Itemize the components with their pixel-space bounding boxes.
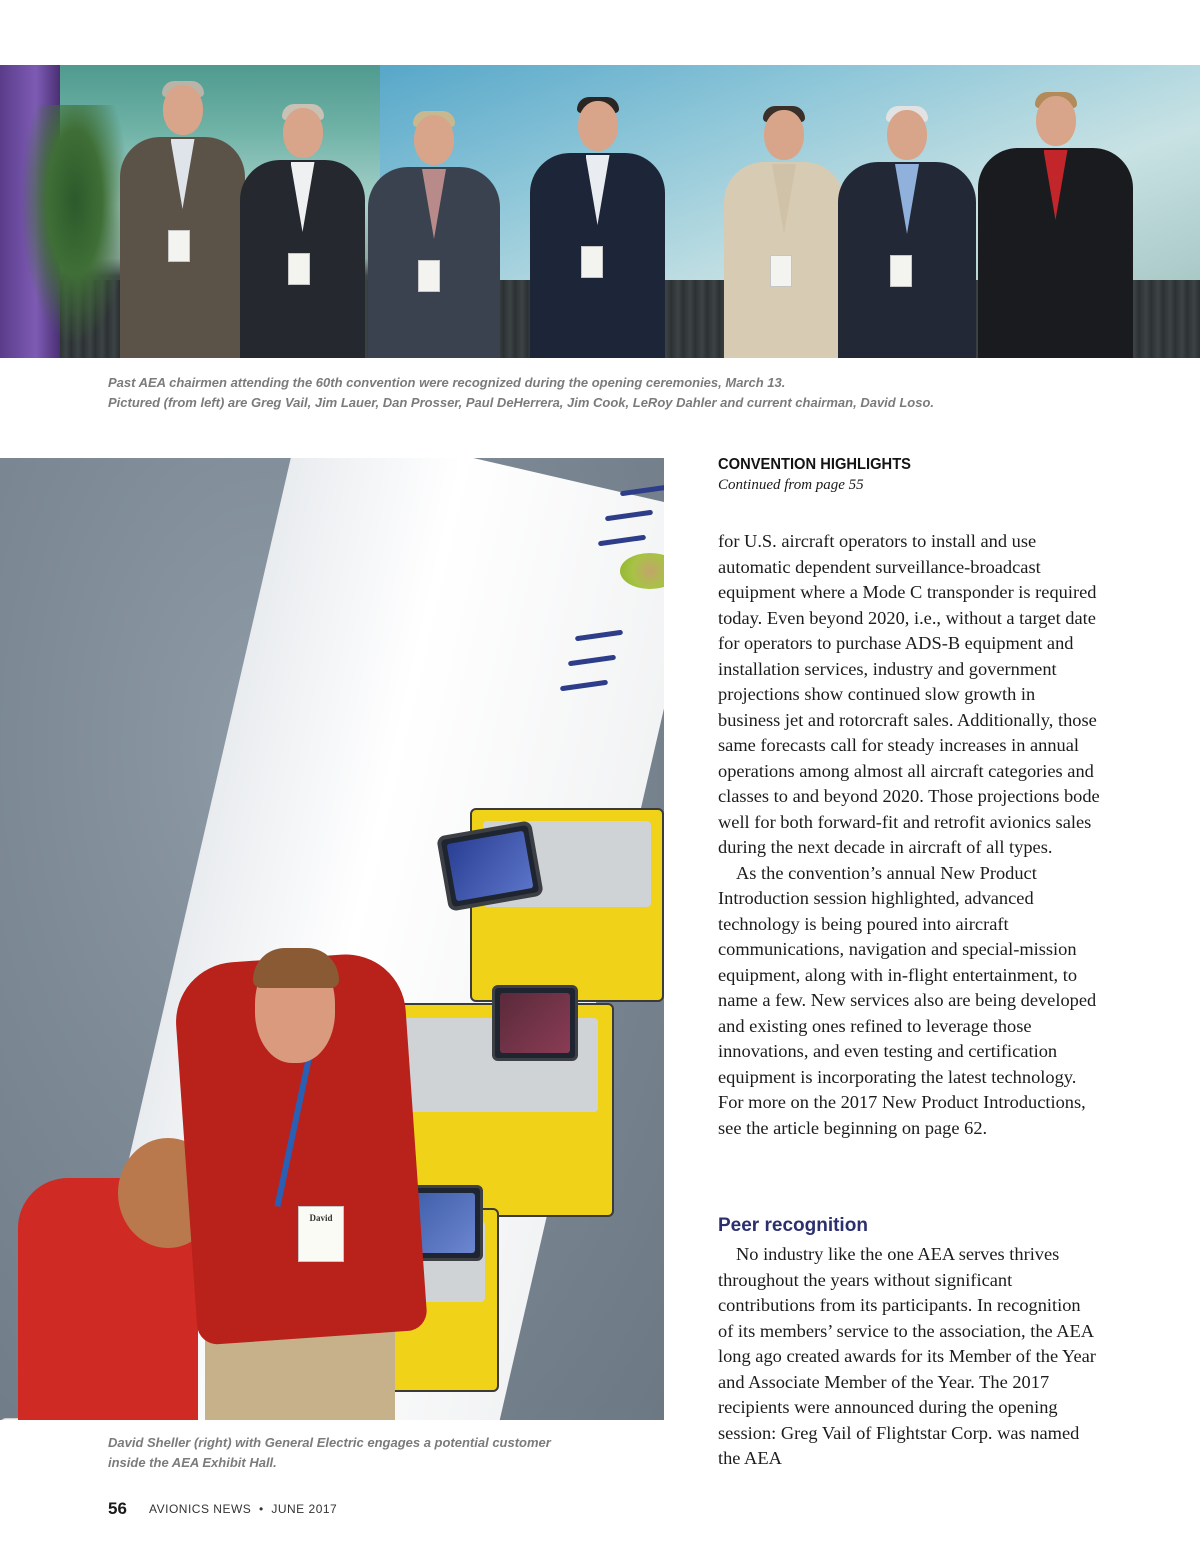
badge-name: David [309,1213,333,1223]
paragraph: for U.S. aircraft operators to install and use automatic dependent surveillance-broadcast equipment where a Mode C transponder is required today. Even beyond 2020, i.e., without a target date for operators to purchase ADS-B equipment and installation services, industry and government projections show continued slow growth in business jet and rotorcraft sales. Additionally, those same forecasts call for steady increases in annual operations among almost all aircraft categories and classes to and beyond 2020. Those projections bode well for both forward-fit and retrofit avionics sales during the next decade in aircraft of all types. [718,531,1100,857]
exhibitor-hair [253,948,339,988]
continued-from: Continued from page 55 [718,477,864,493]
paragraph: No industry like the one AEA serves thrives throughout the years without significant contributions from its participants. In recognition of its members’ service to the association, the AEA long ago created awards for its Member of the Year and Associate Member of the Year. The 2017 recipients were announced during the opening session: Greg Vail of Flightstar Corp. was named the AEA [718,1244,1096,1468]
person-4 [530,101,665,358]
article-body-bottom [718,1242,1100,1472]
publication-line [149,1502,337,1516]
exhibit-hall-photo [0,458,664,1420]
caption-line: inside the AEA Exhibit Hall. [108,1455,277,1470]
section-title: CONVENTION HIGHLIGHTS [718,456,911,473]
issue-date: JUNE 2017 [271,1502,338,1516]
pen [620,485,664,497]
person-7 [978,96,1133,358]
page-number: 56 [108,1499,127,1518]
potted-palm [20,105,130,345]
caption-line: Pictured (from left) are Greg Vail, Jim Lauer, Dan Prosser, Paul DeHerrera, Jim Cook, LeRoy Dahler and current chairman, David Loso. [108,395,935,410]
person-1 [120,85,245,358]
chairmen-photo [0,65,1200,358]
top-photo-caption [108,373,1108,413]
person-2 [240,108,365,358]
name-badge [298,1206,344,1262]
person-3 [368,115,500,358]
footer-separator: • [258,1502,264,1516]
device-screen [492,985,578,1061]
caption-line: David Sheller (right) with General Electric engages a potential customer [108,1435,551,1450]
subhead-peer-recognition: Peer recognition [718,1215,868,1236]
caption-line: Past AEA chairmen attending the 60th convention were recognized during the opening ceremonies, March 13. [108,375,786,390]
publication-name: AVIONICS NEWS [149,1502,252,1516]
person-6 [838,110,976,358]
left-photo-caption [108,1433,648,1473]
paragraph: As the convention’s annual New Product Introduction session highlighted, advanced technology is being poured into aircraft communications, navigation and special-mission equipment, along with in-flight entertainment, to name a few. New services also are being developed and existing ones refined to leverage those innovations, and even testing and certification equipment is incorporating the latest technology. For more on the 2017 New Product Introductions, see the article beginning on page 62. [718,862,1097,1138]
article-body-top [718,529,1100,1141]
person-5 [724,110,844,358]
